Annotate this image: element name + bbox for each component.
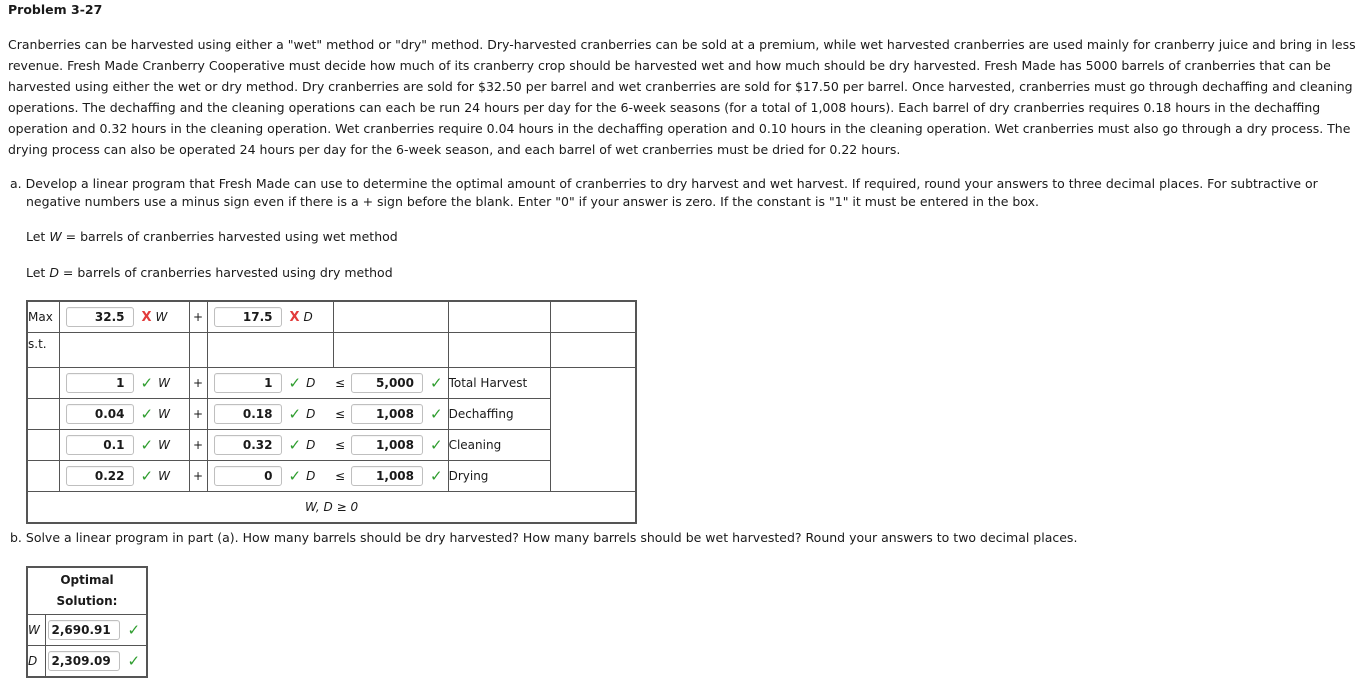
check-icon: ✓ [430,374,443,392]
leq-sign: ≤ [334,376,346,390]
check-icon: ✓ [430,405,443,423]
check-icon: ✓ [288,405,302,423]
check-icon: ✓ [288,374,302,392]
part-b-question: b. Solve a linear program in part (a). How many barrels should be dry harvested? How many barrels should be wet harvested? Round your answers to two decimal places. [10,530,1078,545]
leq-sign: ≤ [334,407,346,421]
check-icon: ✓ [140,405,154,423]
constraint-rhs-input[interactable]: 1,008 [351,466,423,486]
solution-w-input[interactable]: 2,690.91 [48,620,120,640]
check-icon: ✓ [127,621,141,639]
check-icon: ✓ [430,467,443,485]
constraint-label-total-harvest: Total Harvest [448,368,550,399]
constraint-rhs-input[interactable]: 1,008 [351,404,423,424]
objective-w-var: W [155,310,168,324]
let-d-definition [26,265,393,280]
linear-program-table [26,300,637,524]
constraint-w-coef-input[interactable]: 1 [66,373,134,393]
plus-sign: + [189,399,207,430]
part-a-question [10,175,1350,211]
w-var: W [158,407,170,421]
objective-plus: + [189,301,207,333]
solution-d-input[interactable]: 2,309.09 [48,651,120,671]
constraint-label-cleaning: Cleaning [448,430,550,461]
w-var: W [158,438,170,452]
check-icon: ✓ [140,436,154,454]
objective-row [27,301,636,333]
objective-d-var: D [303,310,313,324]
leq-sign: ≤ [334,438,346,452]
solution-var-d: D [27,646,45,678]
solution-header-line2: Solution: [56,594,118,608]
let-w-var: W [49,229,62,244]
objective-w-coef-input[interactable]: 32.5 [66,307,134,327]
check-icon: ✓ [288,467,302,485]
constraint-w-coef-input[interactable]: 0.22 [66,466,134,486]
incorrect-mark-icon: X [141,309,152,325]
d-var: D [306,438,316,452]
check-icon: ✓ [288,436,302,454]
constraint-rhs-input[interactable]: 1,008 [351,435,423,455]
constraint-row [27,399,636,430]
solution-row [27,646,147,678]
let-d-prefix: Let [26,265,50,280]
problem-description: Cranberries can be harvested using either a "wet" method or "dry" method. Dry-harvested cranberries can be sold at a premium, while wet harvested cranberries are used mainly for cranberry juice and bring in less revenue. Fresh Made Cranberry Cooperative must decide how much of its cranberry crop should be harvested wet and how much should be dry harvested. Fresh Made has 5000 barrels of cranberries that can be harvested using either the wet or dry method. Dry cranberries are sold for $32.50 per barrel and wet cranberries are sold for $17.50 per barrel. Once harvested, cranberries must go through dechaffing and cleaning operations. The dechaffing and the cleaning operations can each be run 24 hours per day for the 6-week seasons (for a total of 1,008 hours). Each barrel of dry cranberries requires 0.18 hours in the dechaffing operation and 0.32 hours in the cleaning operation. Wet cranberries require 0.04 hours in the dechaffing operation and 0.10 hours in the cleaning operation. Wet cranberries must also go through a dry process. The drying process can also be operated 24 hours per day for the 6-week season, and each barrel of wet cranberries must be dried for 0.22 hours. [8,37,1356,157]
w-var: W [158,469,170,483]
optimal-solution-table [26,566,148,678]
st-row [27,333,636,368]
part-a-text: a. Develop a linear program that Fresh Made can use to determine the optimal amount of cranberries to dry harvest and wet harvest. If required, round your answers to three decimal places. For subtractive or negative numbers use a minus sign even if there is a + sign before the blank. Enter "0" if your answer is zero. If the constant is "1" it must be entered in the box. [10,176,1318,209]
constraint-label-dechaffing: Dechaffing [448,399,550,430]
plus-sign: + [189,461,207,492]
nonneg-row [27,492,636,524]
let-d-rest: = barrels of cranberries harvested using dry method [58,265,393,280]
w-var: W [158,376,170,390]
check-icon: ✓ [127,652,141,670]
incorrect-mark-icon: X [289,309,300,325]
d-var: D [306,407,316,421]
problem-title: Problem 3-27 [8,2,103,17]
constraint-d-coef-input[interactable]: 0 [214,466,282,486]
objective-d-coef-input[interactable]: 17.5 [214,307,282,327]
d-var: D [306,376,316,390]
constraint-d-coef-input[interactable]: 1 [214,373,282,393]
max-label: Max [27,301,59,333]
solution-row [27,615,147,646]
let-w-definition [26,229,398,244]
plus-sign: + [189,368,207,399]
d-var: D [306,469,316,483]
let-d-var: D [49,265,59,280]
solution-header-line1: Optimal [60,573,114,587]
constraint-row [27,430,636,461]
plus-sign: + [189,430,207,461]
check-icon: ✓ [430,436,443,454]
optimal-solution-header [27,567,147,615]
constraint-rhs-input[interactable]: 5,000 [351,373,423,393]
solution-var-w: W [27,615,45,646]
nonnegativity-constraint: W, D ≥ 0 [27,492,636,524]
let-w-prefix: Let [26,229,50,244]
check-icon: ✓ [140,467,154,485]
constraint-row [27,368,636,399]
constraint-w-coef-input[interactable]: 0.1 [66,435,134,455]
leq-sign: ≤ [334,469,346,483]
constraint-d-coef-input[interactable]: 0.32 [214,435,282,455]
let-w-rest: = barrels of cranberries harvested using wet method [61,229,398,244]
constraint-w-coef-input[interactable]: 0.04 [66,404,134,424]
constraint-d-coef-input[interactable]: 0.18 [214,404,282,424]
check-icon: ✓ [140,374,154,392]
constraint-label-drying: Drying [448,461,550,492]
constraint-row [27,461,636,492]
st-label: s.t. [27,333,59,368]
